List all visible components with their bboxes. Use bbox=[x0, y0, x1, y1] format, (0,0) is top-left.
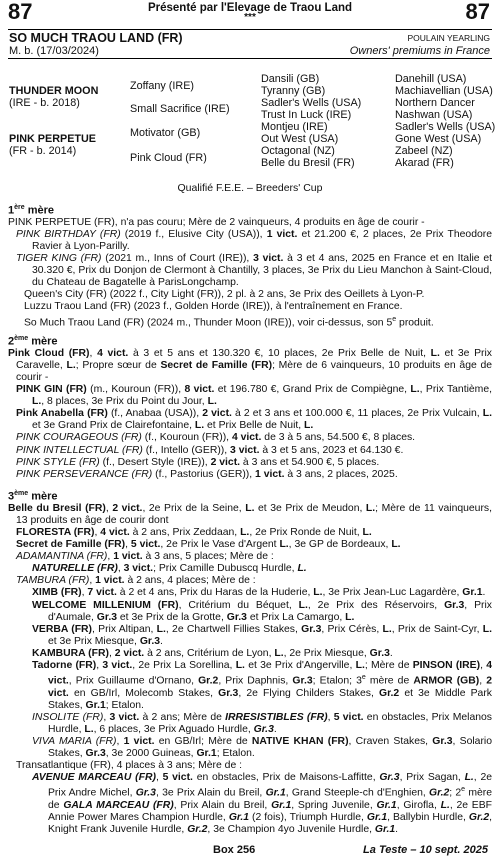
produce-paragraph: Luzzu Traou Land (FR) (2023 f., Golden Horde (IRE)), à l'entraînement en France. bbox=[24, 301, 403, 313]
dam-paragraph: Belle du Bresil (FR), 2 vict., 2e Prix de la Seine, L. et 3e Prix de Meudon, L.; Mère de 11 vainqueurs, 13 produits en âge de courir dont bbox=[8, 502, 493, 526]
produce-paragraph: INSOLITE (FR), 3 vict. à 2 ans; Mère de IRRESISTIBLES (FR), 5 vict. en obstacles, Prix Melanos Hurdle, L., 6 places, 3e Prix Aguado Hurdle, Gr.3. bbox=[32, 711, 493, 735]
horse-type: POULAIN YEARLING bbox=[407, 33, 490, 43]
grandparent: Small Sacrifice (IRE) bbox=[130, 103, 230, 115]
produce-paragraph: Queen's City (FR) (2022 f., City Light (FR)), 2 pl. à 2 ans, 3e Prix des Oeillets à Lyon-P. bbox=[24, 289, 425, 301]
third-dam-section bbox=[8, 488, 492, 836]
dam-info: (FR - b. 2014) bbox=[9, 145, 77, 157]
great-grandparent: Sadler's Wells (USA) bbox=[261, 97, 362, 109]
produce-paragraph: AVENUE MARCEAU (FR), 5 vict. en obstacles, Prix de Maisons-Laffitte, Gr.3, Prix Sagan, L., 2e Prix Andre Michel, Gr.3, 3e Prix Alain du Breil, Gr.1, Grand Steeple-ch d'Enghien, Gr.2; 2e mère de GALA MARCEAU (FR), Prix Alain du Breil, Gr.1, Spring Juvenile, Gr.1, Girofla, L., 2e EBF Annie Power Mares Champion Hurdle, Gr.1 (2 fois), Triumph Hurdle, Gr.1, Ballybin Hurdle, Gr.2, Knight Frank Juvenile Hurdle, Gr.2, 3e Champion 4yo Juvenile Hurdle, Gr.1. bbox=[32, 772, 493, 836]
produce-paragraph: PINK INTELLECTUAL (FR) (f., Intello (GER)), 3 vict. à 3 et 5 ans, 2023 et 64.130 €. bbox=[16, 444, 404, 456]
sire-info: (IRE - b. 2018) bbox=[9, 97, 80, 109]
produce-paragraph: NATURELLE (FR), 3 vict.; Prix Camille Dubuscq Hurdle, L. bbox=[32, 563, 307, 575]
produce-paragraph: Tadorne (FR), 3 vict., 2e Prix La Sorellina, L. et 3e Prix d'Angerville, L.; Mère de PINSON (IRE), 4 vict., Prix Guillaume d'Ornano, Gr.2, Prix Daphnis, Gr.3; Etalon; 3e mère de ARMOR (GB), 2 vict. en GB/Irl, Molecomb Stakes, Gr.3, 2e Flying Childers Stakes, Gr.2 et 3e Middle Park Stakes, Gr.1; Etalon. bbox=[32, 659, 492, 711]
produce-paragraph: FLORESTA (FR), 4 vict. à 2 ans, Prix Zeddaan, L., 2e Prix Ronde de Nuit, L. bbox=[16, 526, 372, 538]
header-rule bbox=[8, 58, 492, 59]
produce-paragraph: PINK PERSEVERANCE (FR) (f., Pastorius (GER)), 1 vict. à 3 ans, 2 places, 2025. bbox=[16, 468, 398, 480]
first-dam-section bbox=[8, 202, 492, 329]
produce-paragraph: WELCOME MILLENIUM (FR), Critérium du Béquet, L., 2e Prix des Réservoirs, Gr.3, Prix d'Aumale, Gr.3 et 3e Prix de la Grotte, Gr.3 et Prix La Camargo, L. bbox=[32, 599, 492, 623]
third-gen-ancestor: Northern Dancer bbox=[395, 97, 475, 109]
third-gen-ancestor: Danehill (USA) bbox=[395, 73, 467, 85]
produce-paragraph: Secret de Famille (FR), 5 vict., 2e Prix le Vase d'Argent L., 3e GP de Bordeaux, L. bbox=[16, 539, 401, 551]
presenter-line: Présenté par l'Elevage de Traou Land bbox=[147, 2, 353, 14]
produce-paragraph: Transatlantique (FR), 4 places à 3 ans; Mère de : bbox=[16, 760, 243, 772]
stars-line: *** bbox=[244, 12, 256, 23]
produce-paragraph: TAMBURA (FR), 1 vict. à 2 ans, 4 places; Mère de : bbox=[16, 575, 256, 587]
section-heading: 3ème mère bbox=[8, 490, 58, 503]
footer-box-number: Box 256 bbox=[213, 844, 256, 856]
dam-paragraph: Pink Cloud (FR), 4 vict. à 3 et 5 ans et 130.320 €, 10 places, 2e Prix Belle de Nuit, L. et 3e Prix Caravelle, L.; Propre sœur de Secret de Famille (FR); Mère de 6 vainqueurs, 10 produits en âge de courir - bbox=[8, 347, 493, 383]
great-grandparent: Trust In Luck (IRE) bbox=[261, 109, 352, 121]
sire-name: THUNDER MOON bbox=[9, 85, 99, 97]
produce-paragraph: PINK STYLE (FR) (f., Desert Style (IRE)), 2 vict. à 3 ans et 54.900 €, 5 places. bbox=[16, 456, 380, 468]
produce-paragraph: PINK BIRTHDAY (FR) (2019 f., Elusive City (USA)), 1 vict. et 21.200 €, 2 places, 2e Prix Theodore Ravier à Lyon-Parilly. bbox=[16, 228, 492, 252]
produce-paragraph: Pink Anabella (FR) (f., Anabaa (USA)), 2 vict. à 2 et 3 ans et 100.000 €, 11 places, 2e Prix Vulcain, L. et 3e Grand Prix de Clairefontaine, L. et Prix Belle de Nuit, L. bbox=[16, 408, 492, 432]
great-grandparent: Out West (USA) bbox=[261, 133, 339, 145]
third-gen-ancestor: Sadler's Wells (USA) bbox=[395, 121, 496, 133]
produce-paragraph: TIGER KING (FR) (2021 m., Inns of Court (IRE)), 3 vict. à 3 et 4 ans, 2025 en France et en Italie et 30.320 €, Prix du Donjon de Clermont à Chantilly, 3 places, 3e Prix du Lieu Manchon à Saint-Cloud, du Chateau de Bagatelle à ParisLongchamp. bbox=[16, 253, 493, 289]
produce-paragraph: PINK GIN (FR) (m., Kouroun (FR)), 8 vict. et 196.780 €, Grand Prix de Compiègne, L., Prix Tantième, L., 8 places, 3e Prix du Point du Jour, L. bbox=[16, 384, 492, 408]
produce-paragraph: VERBA (FR), Prix Altipan, L., 2e Chartwell Fillies Stakes, Gr.3, Prix Cérès, L., Prix de Saint-Cyr, L. et 3e Prix Miesque, Gr.3. bbox=[32, 623, 492, 647]
third-gen-ancestor: Nashwan (USA) bbox=[395, 109, 473, 121]
grandparent: Zoffany (IRE) bbox=[130, 80, 195, 92]
horse-name: SO MUCH TRAOU LAND (FR) bbox=[9, 31, 183, 45]
lot-number-right: 87 bbox=[465, 0, 490, 24]
footer-sale-info: La Teste – 10 sept. 2025 bbox=[363, 844, 488, 856]
section-heading: 1ère mère bbox=[8, 204, 54, 217]
produce-paragraph: XIMB (FR), 7 vict. à 2 et 4 ans, Prix du Haras de la Huderie, L., 3e Prix Jean-Luc Lagardère, Gr.1. bbox=[32, 587, 486, 599]
second-dam-section bbox=[8, 333, 492, 481]
horse-sex-birth: M. b. (17/03/2024) bbox=[9, 45, 99, 57]
great-grandparent: Montjeu (IRE) bbox=[261, 121, 328, 133]
great-grandparent: Belle du Bresil (FR) bbox=[261, 157, 355, 169]
produce-paragraph: VIVA MARIA (FR), 1 vict. en GB/Irl; Mère de NATIVE KHAN (FR), Craven Stakes, Gr.3, Solario Stakes, Gr.3, 3e 2000 Guineas, Gr.1; Etalon. bbox=[32, 736, 492, 760]
produce-paragraph: PINK COURAGEOUS (FR) (f., Kouroun (FR)), 4 vict. de 3 à 5 ans, 54.500 €, 8 places. bbox=[16, 432, 416, 444]
dam-name: PINK PERPETUE bbox=[9, 133, 96, 145]
great-grandparent: Dansili (GB) bbox=[261, 73, 320, 85]
lot-number-left: 87 bbox=[8, 0, 33, 24]
grandparent: Pink Cloud (FR) bbox=[130, 152, 207, 164]
third-gen-ancestor: Gone West (USA) bbox=[395, 133, 482, 145]
qualification-line: Qualifié F.E.E. – Breeders' Cup bbox=[177, 182, 323, 194]
third-gen-ancestor: Machiavellian (USA) bbox=[395, 85, 493, 97]
grandparent: Motivator (GB) bbox=[130, 127, 201, 139]
top-rule bbox=[8, 29, 492, 30]
produce-paragraph: So Much Traou Land (FR) (2024 m., Thunder Moon (IRE)), voir ci-dessus, son 5e produit. bbox=[24, 315, 434, 328]
third-gen-ancestor: Akarad (FR) bbox=[395, 157, 454, 169]
produce-paragraph: ADAMANTINA (FR), 1 vict. à 3 ans, 5 places; Mère de : bbox=[16, 551, 274, 563]
dam-paragraph: PINK PERPETUE (FR), n'a pas couru; Mère de 2 vainqueurs, 4 produits en âge de courir - bbox=[8, 216, 425, 228]
horse-tag: Owners' premiums in France bbox=[349, 45, 490, 57]
section-heading: 2ème mère bbox=[8, 335, 58, 348]
third-gen-ancestor: Zabeel (NZ) bbox=[395, 145, 453, 157]
produce-paragraph: KAMBURA (FR), 2 vict. à 2 ans, Critérium de Lyon, L., 2e Prix Miesque, Gr.3. bbox=[32, 647, 393, 659]
great-grandparent: Octagonal (NZ) bbox=[261, 145, 335, 157]
great-grandparent: Tyranny (GB) bbox=[261, 85, 326, 97]
